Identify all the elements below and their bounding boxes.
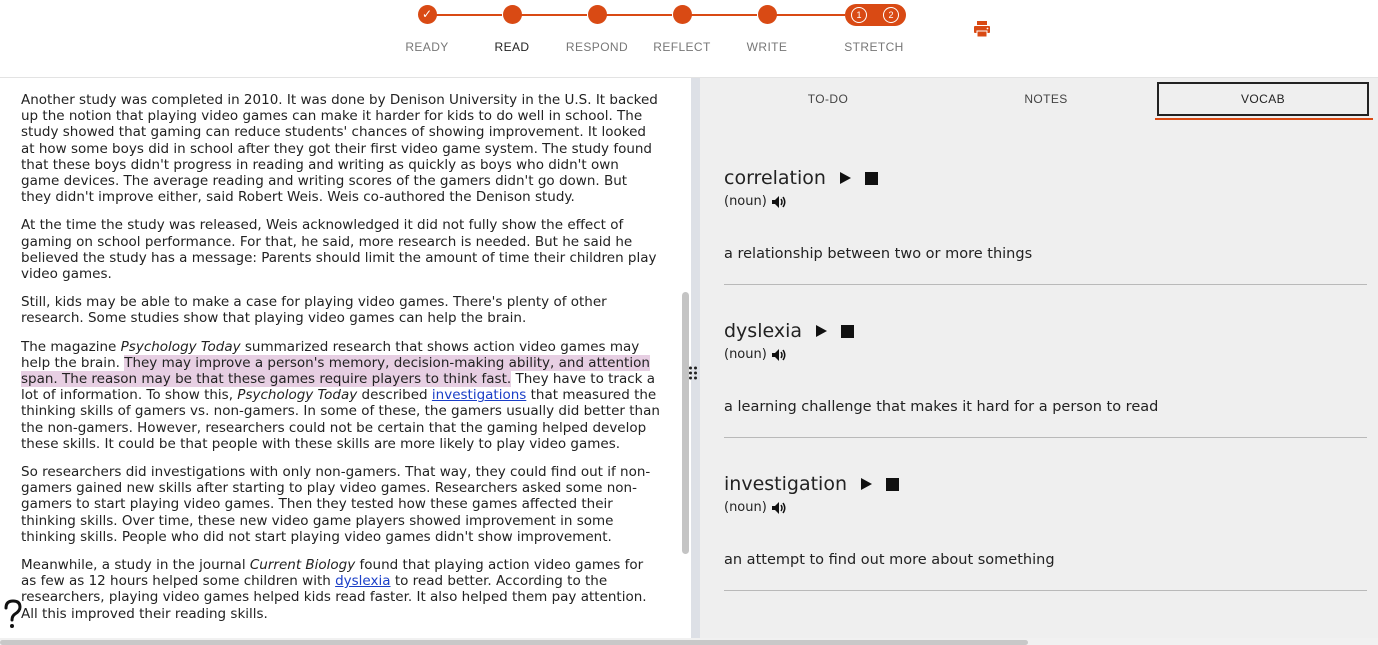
article-text: summarized research that shows action video games may help the brain. — [21, 338, 640, 371]
step-stretch[interactable] — [845, 4, 906, 26]
play-icon[interactable] — [839, 171, 852, 185]
article-body — [21, 92, 661, 632]
divider — [724, 284, 1367, 285]
printer-icon[interactable] — [973, 20, 991, 38]
play-icon[interactable] — [815, 324, 828, 338]
stop-icon[interactable] — [886, 478, 899, 491]
step-completed-dot — [418, 5, 437, 24]
stop-icon[interactable] — [865, 172, 878, 185]
article-scrollbar[interactable] — [682, 292, 689, 554]
article-text: that measured the thinking skills of gamers vs. non-gamers. In some of these, the gamers usually did better than the non-gamers. However, researchers could not be certain that the gaming helped develop these skills. It could be that people with these skills are more likely to play video games. — [21, 387, 660, 452]
speaker-icon[interactable] — [771, 348, 787, 362]
progress-stepper — [0, 0, 1378, 78]
divider — [724, 437, 1367, 438]
active-tab-indicator — [1155, 118, 1373, 120]
checkmark-icon: ✓ — [421, 7, 433, 21]
publication-title: Psychology Today — [237, 387, 358, 404]
vocab-word: investigation — [724, 473, 847, 495]
article-paragraph: Still, kids may be able to make a case for playing video games. There's plenty of other research. Some studies show that playing video games can help the brain. — [21, 294, 607, 327]
step-reflect[interactable] — [637, 5, 727, 54]
step-dot — [503, 5, 522, 24]
article-text: described — [357, 387, 432, 404]
vocab-entry — [724, 473, 1367, 568]
speaker-icon[interactable] — [771, 195, 787, 209]
tab-notes[interactable]: NOTES — [1024, 92, 1068, 106]
step-label: READY — [405, 40, 449, 54]
help-icon[interactable] — [0, 598, 24, 634]
stretch-substep-1[interactable]: 1 — [851, 7, 867, 23]
article-text: They have to track a lot of information. To show this, — [21, 371, 656, 404]
article-paragraph: Another study was completed in 2010. It was done by Denison University in the U.S. It backed up the notion that playing video games can make it harder for kids to do well in school. The study showed that gaming can reduce students' chances of showing improvement. It looked at how some boys did in school after they got their first video game system. The study found that these boys didn't progress in reading and writing as quickly as boys who didn't own game devices. The average reading and writing scores of the gamers didn't go down. But they didn't improve either, said Robert Weis. Weis co-authored the Denison study. — [21, 92, 658, 206]
vocab-pos-row — [724, 500, 1367, 518]
article-text: Meanwhile, a study in the journal — [21, 557, 250, 574]
horizontal-scrollbar[interactable] — [0, 640, 1028, 645]
vocab-header — [724, 320, 1367, 346]
stretch-substep-2[interactable]: 2 — [883, 7, 899, 23]
vocab-entry — [724, 320, 1367, 415]
vocab-pos-row — [724, 347, 1367, 365]
vocab-definition: a relationship between two or more things — [724, 246, 1033, 262]
part-of-speech: (noun) — [724, 194, 767, 209]
vocab-word: dyslexia — [724, 320, 803, 342]
tab-todo[interactable]: TO-DO — [807, 92, 849, 106]
divider — [724, 590, 1367, 591]
vocab-link-dyslexia[interactable]: dyslexia — [335, 573, 391, 590]
part-of-speech: (noun) — [724, 500, 767, 515]
step-ready[interactable] — [382, 5, 472, 54]
article-text: The magazine — [21, 338, 121, 355]
article-paragraph: At the time the study was released, Weis acknowledged it did not fully show the effect of gaming on school performance. For that, he said, more research is needed. But he said he believed the study has a message: Parents should limit the amount of time their children play video games. — [21, 217, 657, 283]
publication-title: Psychology Today — [120, 338, 241, 355]
step-dot — [673, 5, 692, 24]
vocab-header — [724, 473, 1367, 499]
article-text: found that playing action video games for as few as 12 hours helped some children with — [21, 557, 644, 590]
speaker-icon[interactable] — [771, 501, 787, 515]
vocab-definition: an attempt to find out more about something — [724, 552, 1055, 568]
vocab-word: correlation — [724, 167, 826, 189]
step-respond[interactable] — [552, 5, 642, 54]
side-panel — [700, 78, 1378, 638]
pane-divider — [691, 78, 700, 645]
step-label: WRITE — [746, 40, 788, 54]
highlighted-text[interactable]: They may improve a person's memory, decision-making ability, and attention span. The reason may be that these games require players to think fast. — [21, 354, 650, 388]
drag-handle-icon[interactable] — [688, 365, 698, 381]
publication-title: Current Biology — [249, 557, 356, 574]
step-label: REFLECT — [653, 40, 711, 54]
vocab-pos-row — [724, 194, 1367, 212]
vocab-header — [724, 167, 1367, 193]
step-dot — [758, 5, 777, 24]
vocab-entry — [724, 167, 1367, 262]
article-paragraph — [21, 339, 661, 452]
step-label: STRETCH — [844, 40, 904, 54]
step-dot — [588, 5, 607, 24]
article-paragraph: So researchers did investigations with only non-gamers. That way, they could find out if non-gamers gained new skills after starting to play video games. Researchers asked some non-gamers to start playing video games. Then they tested how these games affected their thinking skills. Over time, these new video game players showed improvement in some thinking skills. People who did not start playing video games didn't show improvement. — [21, 464, 651, 545]
tab-vocab[interactable]: VOCAB — [1157, 82, 1369, 116]
vocab-link-investigations[interactable]: investigations — [431, 387, 527, 404]
stop-icon[interactable] — [841, 325, 854, 338]
part-of-speech: (noun) — [724, 347, 767, 362]
article-text: to read better. According to the researchers, playing video games helped kids read faster. It also helped them pay attention. All this improved their reading skills. — [21, 573, 647, 622]
step-label: RESPOND — [565, 40, 629, 54]
step-write[interactable] — [722, 5, 812, 54]
step-label: READ — [494, 40, 530, 54]
article-paragraph — [21, 557, 661, 622]
play-icon[interactable] — [860, 477, 873, 491]
vocab-definition: a learning challenge that makes it hard for a person to read — [724, 399, 1159, 415]
step-read[interactable] — [467, 5, 557, 54]
